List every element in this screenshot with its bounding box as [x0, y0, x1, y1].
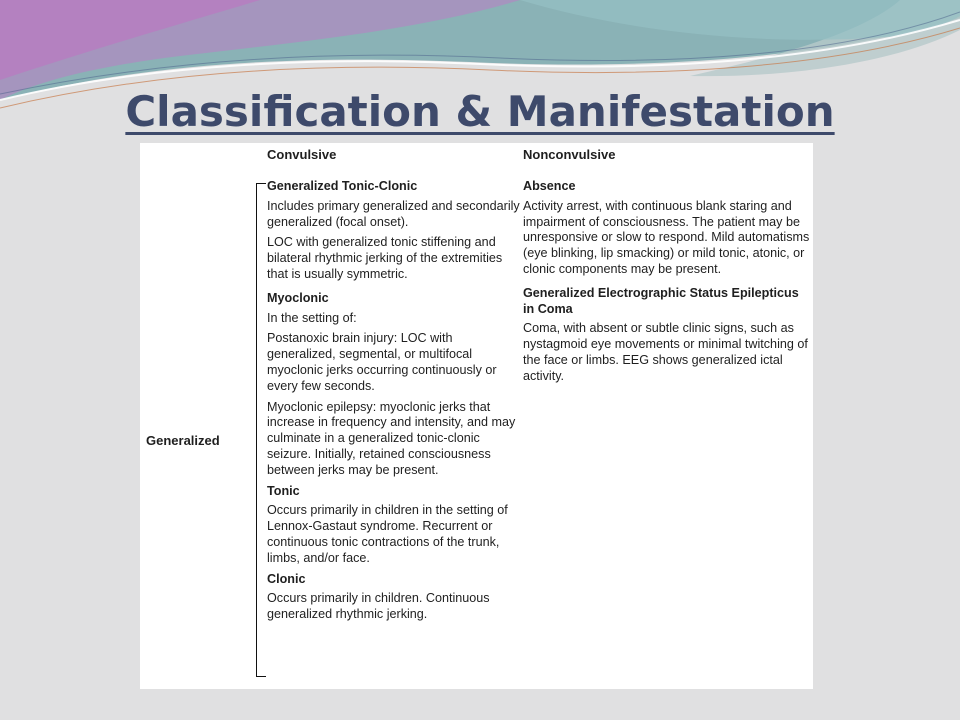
section-text: Myoclonic epilepsy: myoclonic jerks that increase in frequency and intensity, and may culminate in a generalized tonic-clonic seizure. Initially, retained consciousness between jerks may be present.	[267, 399, 516, 477]
section-text: Occurs primarily in children. Continuous generalized rhythmic jerking.	[267, 591, 490, 622]
section-text: In the setting of:	[267, 310, 357, 325]
section-title-absence: Absence	[523, 179, 576, 193]
section-text: Postanoxic brain injury: LOC with generalized, segmental, or multifocal myoclonic jerks occurring continuously or every few seconds.	[267, 331, 497, 393]
section-text: LOC with generalized tonic stiffening and bilateral rhythmic jerking of the extremities that is usually symmetric.	[267, 235, 503, 281]
section-title-tonic-clonic: Generalized Tonic-Clonic	[267, 179, 418, 193]
row-label-generalized: Generalized	[146, 433, 220, 448]
section-text: Activity arrest, with continuous blank staring and impairment of consciousness. The patient may be unresponsive or slow to respond. Mild automatisms (eye blinking, lip smacking) or mild tonic, atonic, or clonic components may be present.	[523, 198, 810, 276]
section-title-tonic: Tonic	[267, 483, 300, 498]
section-title-myoclonic: Myoclonic	[267, 290, 329, 305]
column-convulsive	[267, 147, 523, 628]
grouping-bracket	[256, 183, 266, 677]
section-title-clonic: Clonic	[267, 571, 306, 586]
section-title-electrographic-status: Generalized Electrographic Status Epilepticus in Coma	[523, 285, 799, 316]
column-nonconvulsive	[523, 147, 813, 390]
section-text: Coma, with absent or subtle clinic signs, such as nystagmoid eye movements or minimal twitching of the face or limbs. EEG shows generalized ictal activity.	[523, 321, 808, 383]
section-text: Includes primary generalized and secondarily generalized (focal onset).	[267, 198, 520, 229]
slide-title: Classification & Manifestation	[125, 87, 835, 136]
column-heading-convulsive: Convulsive	[267, 147, 337, 162]
section-text: Occurs primarily in children in the setting of Lennox-Gastaut syndrome. Recurrent or continuous tonic contractions of the trunk, limbs, and/or face.	[267, 503, 508, 565]
column-heading-nonconvulsive: Nonconvulsive	[523, 147, 616, 162]
classification-table-image	[140, 143, 813, 689]
